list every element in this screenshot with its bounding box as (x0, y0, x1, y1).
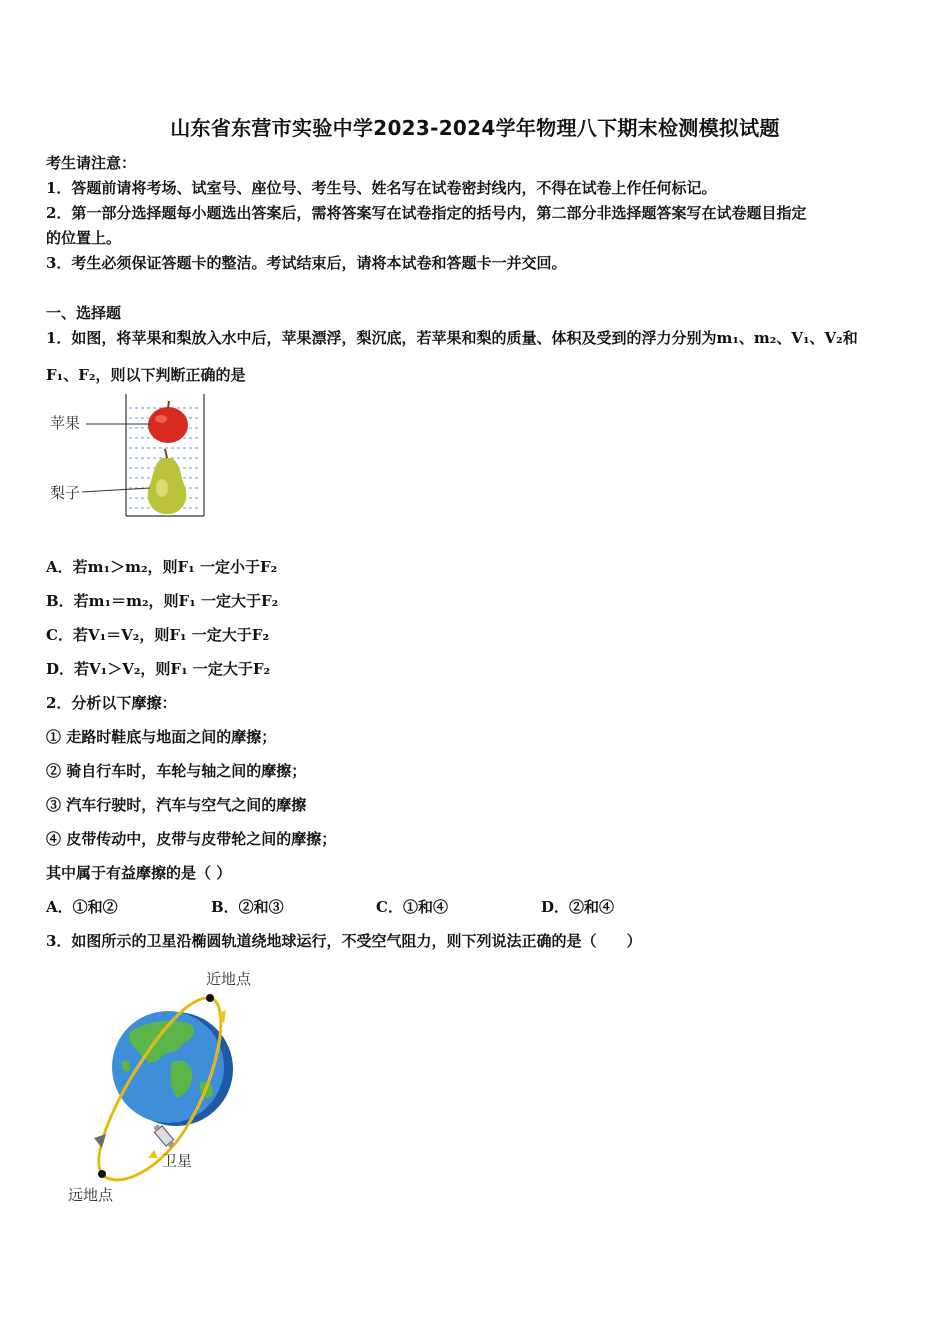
q3-figure (60, 962, 260, 1212)
q1-stem-line2: F₁、F₂，则以下判断正确的是 (46, 366, 246, 384)
q2-option-a[interactable]: A．①和② (46, 898, 118, 916)
label-perigee: 近地点 (206, 970, 252, 988)
label-apple: 苹果 (50, 414, 81, 432)
pear-pointer (82, 488, 150, 492)
q2-item-3: ③ 汽车行驶时，汽车与空气之间的摩擦 (46, 796, 307, 814)
notice-heading: 考生请注意： (46, 154, 137, 172)
q1-option-c[interactable]: C．若V₁＝V₂，则F₁ 一定大于F₂ (46, 626, 270, 644)
q2-stem: 2．分析以下摩擦： (46, 694, 177, 712)
q2-option-d[interactable]: D．②和④ (541, 898, 615, 916)
q1-option-d[interactable]: D．若V₁＞V₂，则F₁ 一定大于F₂ (46, 660, 271, 678)
orbit-arrow-bottom (148, 1150, 158, 1158)
q2-item-2: ② 骑自行车时，车轮与轴之间的摩擦； (46, 762, 307, 780)
q1-option-b[interactable]: B．若m₁＝m₂，则F₁ 一定大于F₂ (46, 592, 279, 610)
q2-option-b[interactable]: B．②和③ (211, 898, 284, 916)
apple-icon (148, 401, 188, 443)
notice-item-2: 2．第一部分选择题每小题选出答案后，需将答案写在试卷指定的括号内，第二部分非选择题答案写在试卷题目指定 (46, 204, 807, 222)
label-apogee: 远地点 (68, 1186, 114, 1204)
q2-item-1: ① 走路时鞋底与地面之间的摩擦； (46, 728, 277, 746)
apogee-point (98, 1170, 106, 1178)
pear-icon (148, 449, 187, 514)
q2-question: 其中属于有益摩擦的是（ ） (46, 864, 232, 882)
section-heading: 一、选择题 (46, 304, 122, 322)
satellite-icon (152, 1123, 176, 1149)
q1-stem-line1: 1．如图，将苹果和梨放入水中后，苹果漂浮，梨沉底，若苹果和梨的质量、体积及受到的浮力分别为m₁、m₂、V₁、V₂和 (46, 329, 858, 347)
notice-item-3: 3．考生必须保证答题卡的整洁。考试结束后，请将本试卷和答题卡一并交回。 (46, 254, 567, 272)
label-satellite: 卫星 (162, 1152, 193, 1170)
q1-figure (46, 392, 208, 520)
earth-icon (112, 1011, 233, 1126)
q3-stem: 3．如图所示的卫星沿椭圆轨道绕地球运行，不受空气阻力，则下列说法正确的是（ ） (46, 932, 642, 950)
page-title: 山东省东营市实验中学2023-2024学年物理八下期末检测模拟试题 (170, 116, 780, 140)
q1-option-a[interactable]: A．若m₁＞m₂，则F₁ 一定小于F₂ (46, 558, 278, 576)
notice-item-2-cont: 的位置上。 (46, 229, 122, 247)
perigee-point (206, 994, 214, 1002)
q2-item-4: ④ 皮带传动中，皮带与皮带轮之间的摩擦； (46, 830, 337, 848)
label-pear: 梨子 (50, 484, 81, 502)
q2-option-c[interactable]: C．①和④ (376, 898, 448, 916)
notice-item-1: 1．答题前请将考场、试室号、座位号、考生号、姓名写在试卷密封线内，不得在试卷上作任何标记。 (46, 179, 717, 197)
